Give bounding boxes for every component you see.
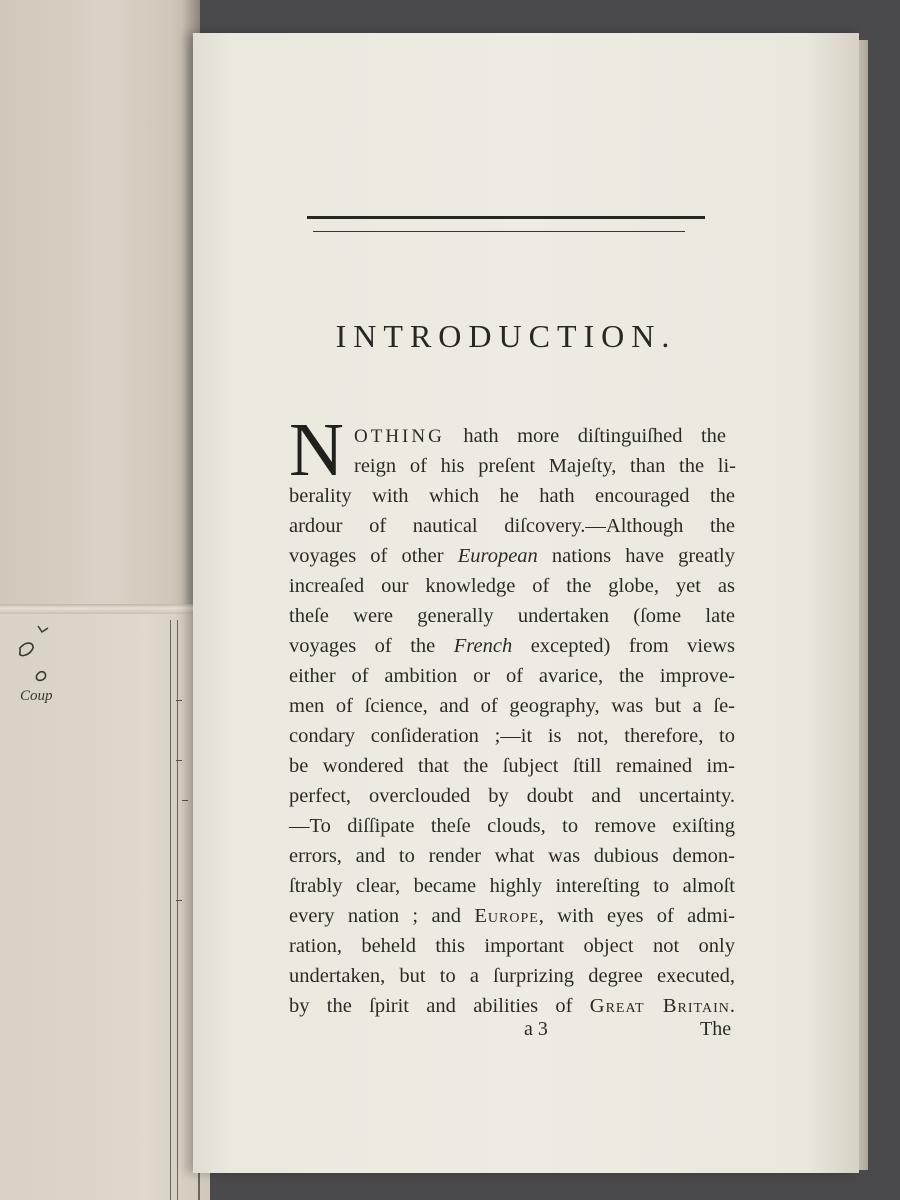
text-line: voyages of other European nations have greatly bbox=[289, 545, 735, 567]
map-tick bbox=[176, 700, 182, 701]
text-line: —To diſſipate theſe clouds, to remove exiſting bbox=[289, 815, 735, 837]
map-tick bbox=[176, 760, 182, 761]
map-fold bbox=[0, 604, 210, 614]
signature-mark: a 3 bbox=[524, 1018, 548, 1040]
catchword: The bbox=[700, 1018, 732, 1040]
text-line: perfect, overclouded by doubt and uncertainty. bbox=[289, 785, 735, 807]
map-border bbox=[170, 620, 178, 1200]
text-line: increaſed our knowledge of the globe, yet as bbox=[289, 575, 735, 597]
map-tick bbox=[176, 900, 182, 901]
text-line: theſe were generally undertaken (ſome late bbox=[289, 605, 735, 627]
text-line: undertaken, but to a ſurprizing degree executed, bbox=[289, 965, 735, 987]
text-line: voyages of the French excepted) from views bbox=[289, 635, 736, 657]
drop-cap: N bbox=[289, 408, 344, 492]
text-line: reign of his preſent Majeſty, than the li- bbox=[354, 455, 736, 477]
text-line: OTHING hath more diſtinguiſhed the bbox=[354, 425, 726, 447]
text-line: either of ambition or of avarice, the improve- bbox=[289, 665, 735, 687]
text-line: ſtrably clear, became highly intereſting to almoſt bbox=[289, 875, 735, 897]
text-line: every nation ; and Europe, with eyes of admi- bbox=[289, 905, 735, 927]
text-line: errors, and to render what was dubious demon- bbox=[289, 845, 735, 867]
map-tick bbox=[182, 800, 188, 801]
map-label: Coup bbox=[20, 688, 53, 704]
text-line: berality with which he hath encouraged the bbox=[289, 485, 735, 507]
text-line: condary conſideration ;—it is not, therefore, to bbox=[289, 725, 735, 747]
head-rule-thin bbox=[313, 231, 685, 232]
head-rule bbox=[307, 216, 705, 219]
text-line: ration, beheld this important object not only bbox=[289, 935, 735, 957]
map-island-icon bbox=[8, 622, 58, 692]
text-line: be wondered that the ſubject ſtill remained im- bbox=[289, 755, 735, 777]
text-line: ardour of nautical diſcovery.—Although the bbox=[289, 515, 735, 537]
page-title: INTRODUCTION. bbox=[335, 318, 677, 354]
text-line: men of ſcience, and of geography, was but a ſe- bbox=[289, 695, 735, 717]
text-line: by the ſpirit and abilities of Great Britain. bbox=[289, 995, 735, 1017]
